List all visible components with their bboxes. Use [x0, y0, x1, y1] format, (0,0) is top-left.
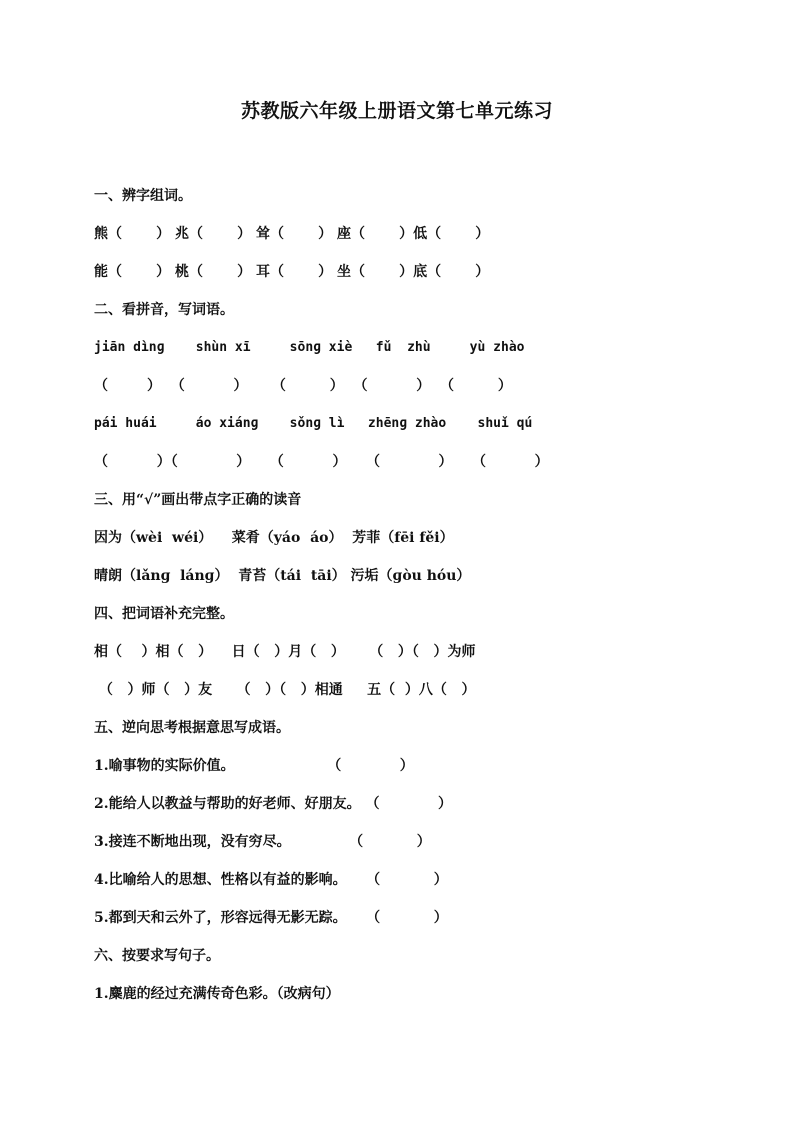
sentence-task-1: 1.麋鹿的经过充满传奇色彩。（改病句） — [94, 986, 340, 1002]
reading-choice-row-2: 晴朗（lǎnɡ lánɡ） 青苔（tái tāi） 污垢（ɡòu hóu） — [94, 568, 471, 584]
section-3-heading: 三、用“√”画出带点字正确的读音 — [94, 492, 302, 508]
section-1-heading: 一、辨字组词。 — [94, 188, 192, 204]
section-4-heading: 四、把词语补充完整。 — [94, 606, 234, 622]
word-pair-row-1: 熊（ ） 兆（ ） 耸（ ） 座（ ）低（ ） — [94, 226, 490, 242]
question-item-2: 2.能给人以教益与帮助的好老师、好朋友。 （ ） — [94, 796, 452, 812]
reading-choice-row-1: 因为（wèi wéi） 菜肴（yáo áo） 芳菲（fēi fěi） — [94, 530, 454, 546]
idiom-fill-row-2: （ ）师（ ）友 （ ）（ ）相通 五（ ）八（ ） — [94, 682, 476, 698]
idiom-fill-row-1: 相（ ）相（ ） 日（ ）月（ ） （ ）（ ）为师 — [94, 644, 476, 660]
pinyin-row-1: jiān dìnɡ shùn xī sōnɡ xiè fǔ zhù yù zhào — [94, 340, 525, 355]
question-item-5: 5.都到天和云外了，形容远得无影无踪。 （ ） — [94, 910, 448, 926]
word-pair-row-2: 能（ ） 桃（ ） 耳（ ） 坐（ ）底（ ） — [94, 264, 490, 280]
answer-blanks-row-1: （ ） （ ） （ ） （ ） （ ） — [94, 378, 512, 394]
answer-blanks-row-2: （ ）（ ） （ ） （ ） （ ） — [94, 454, 549, 470]
section-5-heading: 五、逆向思考根据意思写成语。 — [94, 720, 290, 736]
section-2-heading: 二、看拼音，写词语。 — [94, 302, 234, 318]
question-item-4: 4.比喻给人的思想、性格以有益的影响。 （ ） — [94, 872, 448, 888]
section-6-heading: 六、按要求写句子。 — [94, 948, 220, 964]
question-item-3: 3.接连不断地出现，没有穷尽。 （ ） — [94, 834, 431, 850]
question-item-1: 1.喻事物的实际价值。 （ ） — [94, 758, 414, 774]
pinyin-row-2: pái huái áo xiánɡ sǒnɡ lì zhēnɡ zhào shuǐ qú — [94, 416, 533, 431]
page-title: 苏教版六年级上册语文第七单元练习 — [240, 100, 553, 122]
